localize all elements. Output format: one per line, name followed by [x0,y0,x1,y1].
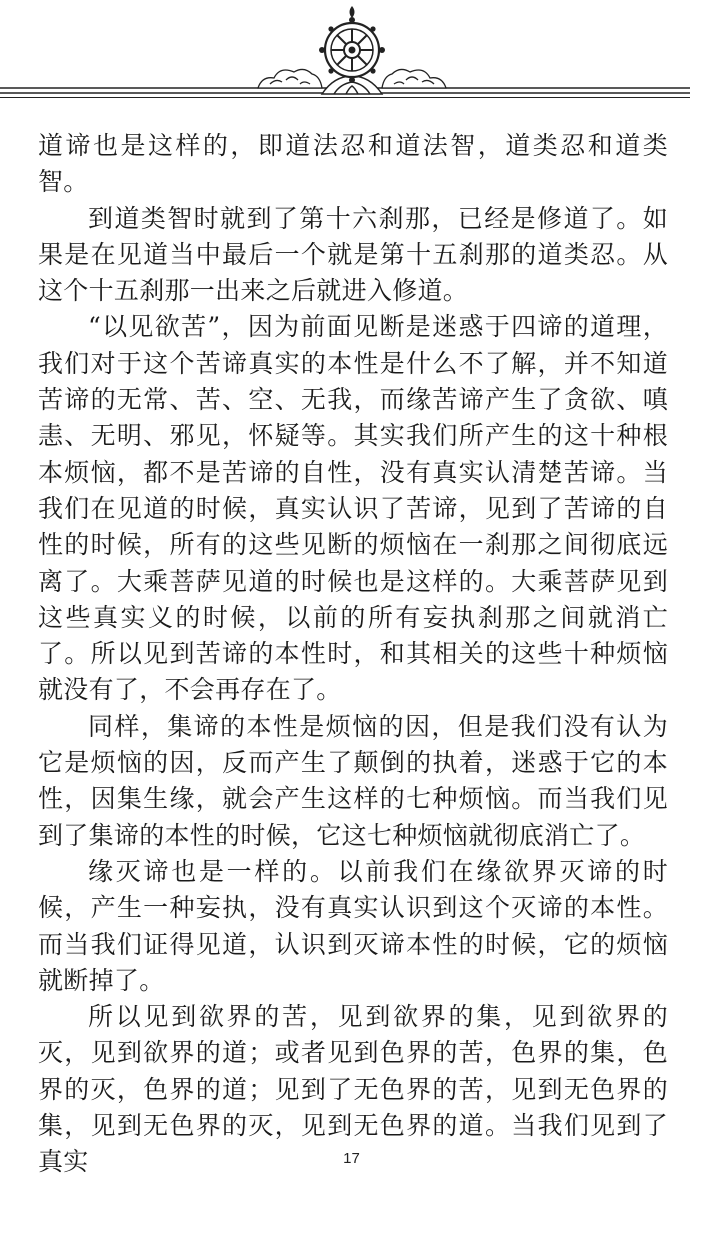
paragraph: 同样，集谛的本性是烦恼的因，但是我们没有认为它是烦恼的因，反而产生了颠倒的执着，迷惑于它的本性，因集生缘，就会产生这样的七种烦恼。而当我们见到了集谛的本性的时候，它这七种烦恼就彻底消亡了。 [38,711,668,850]
right-cloud-icon [382,69,446,88]
header-ornament [0,0,703,110]
page-header [0,0,703,110]
page-number: 17 [343,1150,360,1167]
paragraph: 缘灭谛也是一样的。以前我们在缘欲界灭谛的时候，产生一种妄执，没有真实认识到这个灭谛的本性。而当我们证得见道，认识到灭谛本性的时候，它的烦恼就断掉了。 [38,856,668,995]
paragraph: 道谛也是这样的，即道法忍和道法智，道类忍和道类智。 [38,131,668,197]
dharma-wheel-icon [319,6,385,83]
left-cloud-icon [258,69,322,88]
paragraph: 所以见到欲界的苦，见到欲界的集，见到欲界的灭，见到欲界的道；或者见到色界的苦，色界的集，色界的灭，色界的道；见到了无色界的苦，见到无色界的集，见到无色界的灭，见到无色界的道。当我们见到了真实 [38,1002,668,1177]
paragraph: 到道类智时就到了第十六刹那，已经是修道了。如果是在见道当中最后一个就是第十五刹那的道类忍。从这个十五刹那一出来之后就进入修道。 [38,203,668,306]
paragraph: “以见欲苦”，因为前面见断是迷惑于四谛的道理，我们对于这个苦谛真实的本性是什么不了解，并不知道苦谛的无常、苦、空、无我，而缘苦谛产生了贪欲、嗔恚、无明、邪见，怀疑等。其实我们所产生的这十种根本烦恼，都不是苦谛的自性，没有真实认清楚苦谛。当我们在见道的时候，真实认识了苦谛，见到了苦谛的自性的时候，所有的这些见断的烦恼在一刹那之间彻底远离了。大乘菩萨见道的时候也是这样的。大乘菩萨见到这些真实义的时候，以前的所有妄执刹那之间就消亡了。所以见到苦谛的本性时，和其相关的这些十种烦恼就没有了，不会再存在了。 [38,312,668,705]
page-body [38,128,668,1181]
